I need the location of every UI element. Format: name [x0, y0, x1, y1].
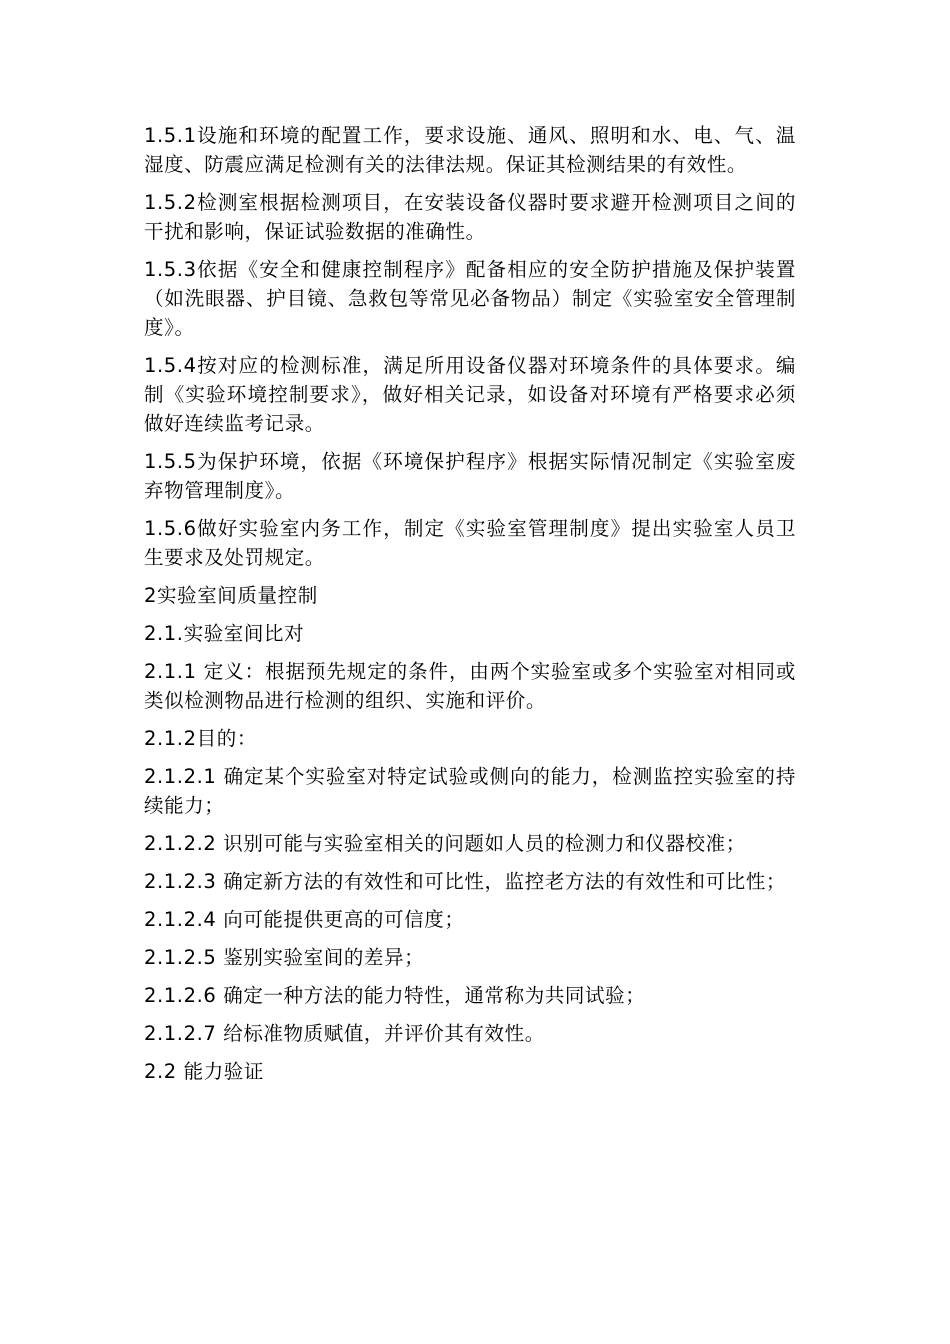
list-item-2-1-2-3: 2.1.2.3 确定新方法的有效性和可比性，监控老方法的有效性和可比性； [144, 870, 787, 893]
paragraph-1-5-4: 1.5.4按对应的检测标准，满足所用设备仪器对环境条件的具体要求。编制《实验环境控制要求》，做好相关记录，如设备对环境有严格要求必须做好连续监考记录。 [144, 354, 796, 435]
paragraph-1-5-6: 1.5.6做好实验室内务工作，制定《实验室管理制度》提出实验室人员卫生要求及处罚规定。 [144, 517, 796, 569]
section-heading-2-1: 2.1.实验室间比对 [144, 622, 305, 645]
section-heading-2: 2实验室间质量控制 [144, 584, 318, 607]
list-item-2-1-2-5: 2.1.2.5 鉴别实验室间的差异； [144, 946, 425, 969]
paragraph-1-5-2: 1.5.2检测室根据检测项目，在安装设备仪器时要求避开检测项目之间的干扰和影响，保证试验数据的准确性。 [144, 191, 796, 243]
paragraph-1-5-1: 1.5.1设施和环境的配置工作，要求设施、通风、照明和水、电、气、温湿度、防震应满足检测有关的法律法规。保证其检测结果的有效性。 [144, 124, 796, 176]
paragraph-1-5-5: 1.5.5为保护环境，依据《环境保护程序》根据实际情况制定《实验室废弃物管理制度》。 [144, 450, 796, 502]
list-item-2-1-2-1: 2.1.2.1 确定某个实验室对特定试验或侧向的能力，检测监控实验室的持续能力； [144, 765, 796, 817]
list-item-2-1-2-4: 2.1.2.4 向可能提供更高的可信度； [144, 908, 465, 931]
document-page [144, 121, 796, 1095]
list-item-2-1-2-6: 2.1.2.6 确定一种方法的能力特性，通常称为共同试验； [144, 984, 646, 1007]
paragraph-1-5-3: 1.5.3依据《安全和健康控制程序》配备相应的安全防护措施及保护装置（如洗眼器、护目镜、急救包等常见必备物品）制定《实验室安全管理制度》。 [144, 258, 796, 339]
section-heading-2-2: 2.2 能力验证 [144, 1060, 265, 1083]
list-item-2-1-2-7: 2.1.2.7 给标准物质赋值，并评价其有效性。 [144, 1022, 545, 1045]
paragraph-2-1-1: 2.1.1 定义：根据预先规定的条件，由两个实验室或多个实验室对相同或类似检测物品进行检测的组织、实施和评价。 [144, 660, 796, 712]
list-item-2-1-2-2: 2.1.2.2 识别可能与实验室相关的问题如人员的检测力和仪器校准； [144, 832, 746, 855]
paragraph-2-1-2: 2.1.2目的： [144, 727, 257, 750]
